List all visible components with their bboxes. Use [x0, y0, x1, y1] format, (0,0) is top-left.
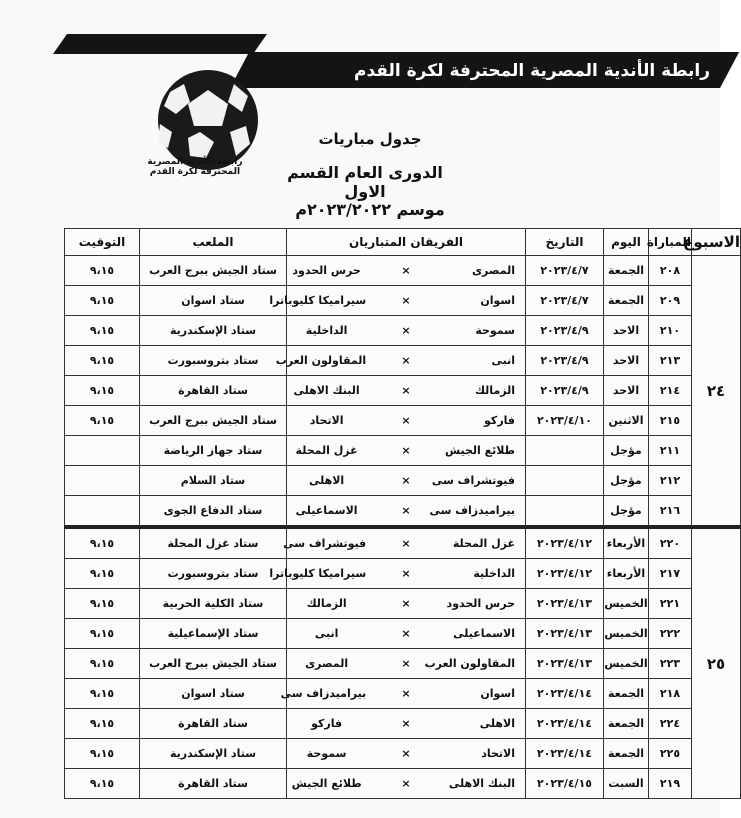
match-day: السبت — [604, 769, 649, 799]
stadium: ستاد السلام — [140, 466, 287, 496]
table-row — [65, 466, 741, 496]
match-date: ٢٠٢٣/٤/١٣ — [526, 649, 604, 679]
kickoff-time: ٩،١٥ — [65, 376, 140, 406]
match-number: ٢١٣ — [649, 346, 692, 376]
versus-mark: × — [366, 316, 446, 346]
match-day: مؤجل — [604, 436, 649, 466]
match-day: الجمعة — [604, 739, 649, 769]
table-row — [65, 527, 741, 559]
home-team: غزل المحلة — [446, 527, 526, 559]
versus-mark: × — [366, 769, 446, 799]
versus-mark: × — [366, 436, 446, 466]
home-team: الاسماعيلى — [446, 619, 526, 649]
col-date: التاريخ — [526, 229, 604, 256]
match-day: الجمعة — [604, 256, 649, 286]
col-stadium: الملعب — [140, 229, 287, 256]
versus-mark: × — [366, 589, 446, 619]
table-row — [65, 376, 741, 406]
league-logo-icon — [130, 62, 260, 202]
versus-mark: × — [366, 286, 446, 316]
away-team: الزمالك — [287, 589, 367, 619]
match-number: ٢١٤ — [649, 376, 692, 406]
table-row — [65, 709, 741, 739]
kickoff-time: ٩،١٥ — [65, 589, 140, 619]
home-team: الاتحاد — [446, 739, 526, 769]
week-number: ٢٤ — [692, 256, 741, 528]
match-date: ٢٠٢٣/٤/١٠ — [526, 406, 604, 436]
stadium: ستاد الجيش ببرج العرب — [140, 256, 287, 286]
stadium: ستاد القاهرة — [140, 709, 287, 739]
match-date — [526, 436, 604, 466]
versus-mark: × — [366, 466, 446, 496]
stadium: ستاد الجيش ببرج العرب — [140, 406, 287, 436]
home-team: بيراميدزاف سى — [446, 496, 526, 528]
away-team: طلائع الجيش — [287, 769, 367, 799]
versus-mark: × — [366, 559, 446, 589]
versus-mark: × — [366, 406, 446, 436]
stadium: ستاد اسوان — [140, 286, 287, 316]
table-row — [65, 436, 741, 466]
versus-mark: × — [366, 709, 446, 739]
match-date: ٢٠٢٣/٤/٩ — [526, 346, 604, 376]
match-number: ٢٠٩ — [649, 286, 692, 316]
match-date: ٢٠٢٣/٤/٧ — [526, 256, 604, 286]
kickoff-time: ٩،١٥ — [65, 256, 140, 286]
kickoff-time: ٩،١٥ — [65, 709, 140, 739]
stadium: ستاد جهاز الرياضة — [140, 436, 287, 466]
match-number: ٢٢٥ — [649, 739, 692, 769]
versus-mark: × — [366, 527, 446, 559]
kickoff-time: ٩،١٥ — [65, 346, 140, 376]
match-day: الأربعاء — [604, 559, 649, 589]
home-team: الزمالك — [446, 376, 526, 406]
match-number: ٢٢٤ — [649, 709, 692, 739]
home-team: المقاولون العرب — [446, 649, 526, 679]
away-team: سيراميكا كليوباترا — [287, 559, 367, 589]
match-number: ٢١٠ — [649, 316, 692, 346]
home-team: فيوتشراف سى — [446, 466, 526, 496]
match-date: ٢٠٢٣/٤/٩ — [526, 376, 604, 406]
week-number: ٢٥ — [692, 527, 741, 799]
kickoff-time: ٩،١٥ — [65, 286, 140, 316]
table-row — [65, 739, 741, 769]
kickoff-time — [65, 496, 140, 528]
logo-text: رابطة الأندية المصرية المحترفة لكرة القدم — [147, 157, 243, 177]
match-day: الجمعة — [604, 709, 649, 739]
table-row — [65, 406, 741, 436]
stadium: ستاد الدفاع الجوى — [140, 496, 287, 528]
versus-mark: × — [366, 496, 446, 528]
match-number: ٢٢٢ — [649, 619, 692, 649]
away-team: حرس الحدود — [287, 256, 367, 286]
match-date: ٢٠٢٣/٤/١٤ — [526, 679, 604, 709]
match-date: ٢٠٢٣/٤/١٢ — [526, 527, 604, 559]
stadium: ستاد اسوان — [140, 679, 287, 709]
away-team: المقاولون العرب — [287, 346, 367, 376]
kickoff-time: ٩،١٥ — [65, 527, 140, 559]
versus-mark: × — [366, 679, 446, 709]
match-date: ٢٠٢٣/٤/٩ — [526, 316, 604, 346]
match-day: الأربعاء — [604, 527, 649, 559]
kickoff-time — [65, 436, 140, 466]
away-team: المصرى — [287, 649, 367, 679]
stadium: ستاد الإسكندرية — [140, 739, 287, 769]
stadium: ستاد بتروسبورت — [140, 559, 287, 589]
away-team: سموحة — [287, 739, 367, 769]
table-row — [65, 256, 741, 286]
stadium: ستاد الإسماعيلية — [140, 619, 287, 649]
home-team: الداخلية — [446, 559, 526, 589]
away-team: غزل المحلة — [287, 436, 367, 466]
col-day: اليوم — [604, 229, 649, 256]
col-time: التوقيت — [65, 229, 140, 256]
match-number: ٢١٧ — [649, 559, 692, 589]
versus-mark: × — [366, 346, 446, 376]
match-date — [526, 466, 604, 496]
stadium: ستاد الجيش ببرج العرب — [140, 649, 287, 679]
home-team: البنك الاهلى — [446, 769, 526, 799]
table-row — [65, 496, 741, 528]
home-team: حرس الحدود — [446, 589, 526, 619]
match-date: ٢٠٢٣/٤/٧ — [526, 286, 604, 316]
home-team: سموحة — [446, 316, 526, 346]
banner-stripe — [53, 34, 267, 54]
away-team: سيراميكا كليوباترا — [287, 286, 367, 316]
stadium: ستاد بتروسبورت — [140, 346, 287, 376]
stadium: ستاد الكلية الحربية — [140, 589, 287, 619]
match-number: ٢١٥ — [649, 406, 692, 436]
match-day: الخميس — [604, 589, 649, 619]
match-day: مؤجل — [604, 496, 649, 528]
home-team: انبى — [446, 346, 526, 376]
away-team: الاسماعيلى — [287, 496, 367, 528]
kickoff-time: ٩،١٥ — [65, 559, 140, 589]
home-team: فاركو — [446, 406, 526, 436]
match-day: الاحد — [604, 376, 649, 406]
match-date: ٢٠٢٣/٤/١٣ — [526, 589, 604, 619]
col-teams: الفريقان المتباريان — [287, 229, 526, 256]
match-number: ٢٢١ — [649, 589, 692, 619]
table-row — [65, 316, 741, 346]
match-number: ٢١٦ — [649, 496, 692, 528]
versus-mark: × — [366, 739, 446, 769]
match-number: ٢١٢ — [649, 466, 692, 496]
match-number: ٢٢٠ — [649, 527, 692, 559]
away-team: فاركو — [287, 709, 367, 739]
kickoff-time: ٩،١٥ — [65, 769, 140, 799]
away-team: انبى — [287, 619, 367, 649]
kickoff-time: ٩،١٥ — [65, 649, 140, 679]
kickoff-time: ٩،١٥ — [65, 619, 140, 649]
match-day: الاحد — [604, 346, 649, 376]
schedule-title: جدول مباريات — [318, 130, 422, 148]
kickoff-time: ٩،١٥ — [65, 739, 140, 769]
schedule-table — [64, 228, 741, 799]
table-row — [65, 679, 741, 709]
table-row — [65, 649, 741, 679]
home-team: اسوان — [446, 286, 526, 316]
stadium: ستاد القاهرة — [140, 769, 287, 799]
versus-mark: × — [366, 376, 446, 406]
match-date: ٢٠٢٣/٤/١٤ — [526, 709, 604, 739]
kickoff-time: ٩،١٥ — [65, 406, 140, 436]
match-number: ٢١١ — [649, 436, 692, 466]
match-date: ٢٠٢٣/٤/١٥ — [526, 769, 604, 799]
match-day: الاحد — [604, 316, 649, 346]
home-team: الاهلى — [446, 709, 526, 739]
league-name: رابطة الأندية المصرية المحترفة لكرة القدم — [354, 61, 710, 81]
home-team: اسوان — [446, 679, 526, 709]
versus-mark: × — [366, 619, 446, 649]
match-day: الخميس — [604, 619, 649, 649]
match-date: ٢٠٢٣/٤/١٢ — [526, 559, 604, 589]
match-date — [526, 496, 604, 528]
table-row — [65, 346, 741, 376]
match-number: ٢٢٣ — [649, 649, 692, 679]
away-team: الاهلى — [287, 466, 367, 496]
table-row — [65, 769, 741, 799]
match-day: الخميس — [604, 649, 649, 679]
stadium: ستاد القاهرة — [140, 376, 287, 406]
away-team: فيوتشراف سى — [287, 527, 367, 559]
league-subtitle: الدورى العام القسم الاول — [287, 163, 443, 201]
season-label: موسم ٢٠٢٣/٢٠٢٢م — [295, 200, 445, 219]
table-row — [65, 559, 741, 589]
away-team: الاتحاد — [287, 406, 367, 436]
table-row — [65, 619, 741, 649]
stadium: ستاد غزل المحلة — [140, 527, 287, 559]
col-match: المباراة — [649, 229, 692, 256]
versus-mark: × — [366, 256, 446, 286]
stadium: ستاد الإسكندرية — [140, 316, 287, 346]
away-team: البنك الاهلى — [287, 376, 367, 406]
away-team: الداخلية — [287, 316, 367, 346]
match-date: ٢٠٢٣/٤/١٤ — [526, 739, 604, 769]
match-day: الاثنين — [604, 406, 649, 436]
table-row — [65, 589, 741, 619]
kickoff-time: ٩،١٥ — [65, 679, 140, 709]
match-day: الجمعة — [604, 679, 649, 709]
match-day: مؤجل — [604, 466, 649, 496]
match-number: ٢١٩ — [649, 769, 692, 799]
home-team: المصرى — [446, 256, 526, 286]
match-date: ٢٠٢٣/٤/١٣ — [526, 619, 604, 649]
home-team: طلائع الجيش — [446, 436, 526, 466]
away-team: بيراميدزاف سى — [287, 679, 367, 709]
table-row — [65, 286, 741, 316]
kickoff-time: ٩،١٥ — [65, 316, 140, 346]
match-day: الجمعة — [604, 286, 649, 316]
kickoff-time — [65, 466, 140, 496]
versus-mark: × — [366, 649, 446, 679]
header-row — [65, 229, 741, 256]
match-number: ٢١٨ — [649, 679, 692, 709]
col-week: الاسبوع — [692, 229, 741, 256]
match-number: ٢٠٨ — [649, 256, 692, 286]
